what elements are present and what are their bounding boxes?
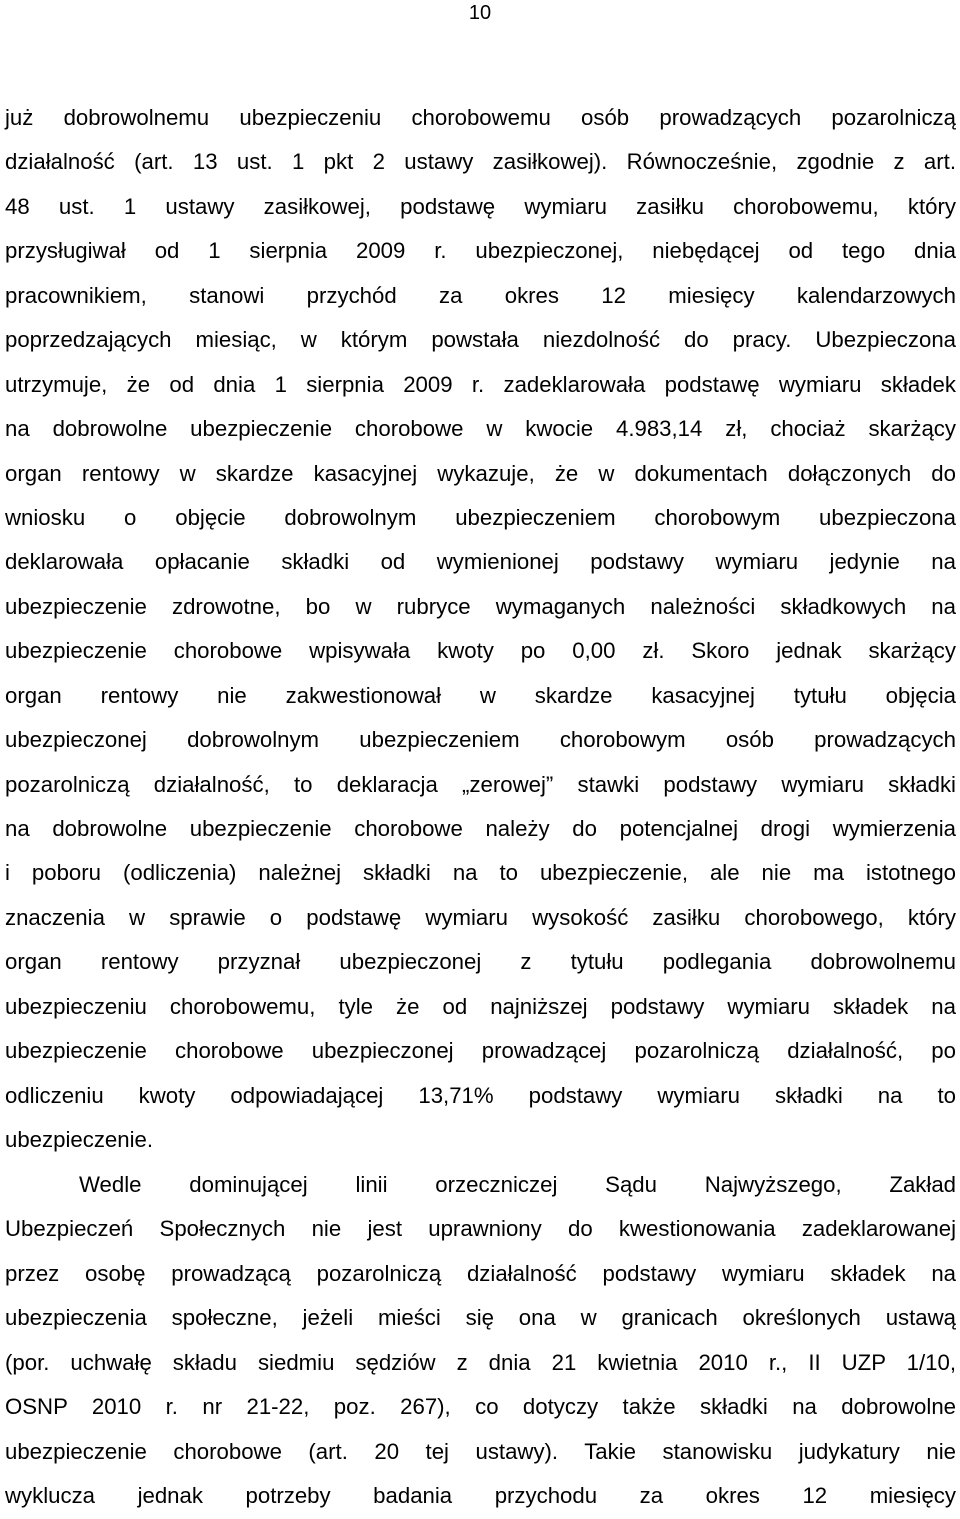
- text-line: deklarowała opłacanie składki od wymienionej podstawy wymiaru jedynie na: [5, 549, 956, 575]
- text-line: na dobrowolne ubezpieczenie chorobowe należy do potencjalnej drogi wymierzenia: [5, 816, 956, 841]
- text-line: przysługiwał od 1 sierpnia 2009 r. ubezpieczonej, niebędącej od tego dnia: [5, 238, 956, 264]
- text-line: ubezpieczenie chorobowe wpisywała kwoty po 0,00 zł. Skoro jednak skarżący: [5, 638, 956, 664]
- text-line: pozarolniczą działalność, to deklaracja „zerowej” stawki podstawy wymiaru składki: [5, 771, 956, 797]
- text-line: organ rentowy przyznał ubezpieczonej z tytułu podlegania dobrowolnemu: [5, 949, 956, 975]
- text-line: 48 ust. 1 ustawy zasiłkowej, podstawę wymiaru zasiłku chorobowemu, który: [5, 193, 956, 219]
- text-line: (por. uchwałę składu siedmiu sędziów z dnia 21 kwietnia 2010 r., II UZP 1/10,: [5, 1349, 956, 1375]
- text-line: ubezpieczenie chorobowe (art. 20 tej ustawy). Takie stanowisku judykatury nie: [5, 1438, 956, 1464]
- text-line: ubezpieczenie zdrowotne, bo w rubryce wymaganych należności składkowych na: [5, 593, 956, 619]
- text-line: ubezpieczeniu chorobowemu, tyle że od najniższej podstawy wymiaru składek na: [5, 993, 956, 1019]
- text-line: ubezpieczenia społeczne, jeżeli mieści się ona w granicach określonych ustawą: [5, 1305, 956, 1331]
- text-line: ubezpieczenie chorobowe ubezpieczonej prowadzącej pozarolniczą działalność, po: [5, 1038, 956, 1064]
- body-paragraph-2: [5, 1163, 956, 1519]
- text-line: wniosku o objęcie dobrowolnym ubezpieczeniem chorobowym ubezpieczona: [5, 504, 956, 530]
- text-line: poprzedzających miesiąc, w którym powstała niezdolność do pracy. Ubezpieczona: [5, 327, 956, 353]
- body-paragraph-1: [5, 96, 956, 1163]
- text-line: przez osobę prowadzącą pozarolniczą działalność podstawy wymiaru składek na: [5, 1260, 956, 1286]
- text-line: Ubezpieczeń Społecznych nie jest uprawniony do kwestionowania zadeklarowanej: [5, 1216, 956, 1242]
- text-line: organ rentowy w skardze kasacyjnej wykazuje, że w dokumentach dołączonych do: [5, 460, 956, 486]
- text-line: znaczenia w sprawie o podstawę wymiaru wysokość zasiłku chorobowego, który: [5, 904, 956, 930]
- text-line: działalność (art. 13 ust. 1 pkt 2 ustawy zasiłkowej). Równocześnie, zgodnie z art.: [5, 149, 956, 175]
- text-line: OSNP 2010 r. nr 21-22, poz. 267), co dotyczy także składki na dobrowolne: [5, 1394, 956, 1420]
- text-line: Wedle dominującej linii orzeczniczej Sądu Najwyższego, Zakład: [79, 1172, 956, 1197]
- text-line: na dobrowolne ubezpieczenie chorobowe w kwocie 4.983,14 zł, chociaż skarżący: [5, 416, 956, 442]
- text-line: i poboru (odliczenia) należnej składki na to ubezpieczenie, ale nie ma istotnego: [5, 860, 956, 886]
- text-line: organ rentowy nie zakwestionował w skardze kasacyjnej tytułu objęcia: [5, 682, 956, 708]
- text-line: już dobrowolnemu ubezpieczeniu chorobowemu osób prowadzących pozarolniczą: [5, 105, 956, 130]
- text-line: ubezpieczenie.: [5, 1127, 154, 1153]
- text-line: wyklucza jednak potrzeby badania przychodu za okres 12 miesięcy: [5, 1483, 956, 1509]
- text-line: odliczeniu kwoty odpowiadającej 13,71% podstawy wymiaru składki na to: [5, 1082, 956, 1108]
- text-line: ubezpieczonej dobrowolnym ubezpieczeniem chorobowym osób prowadzących: [5, 727, 956, 753]
- page-number: 10: [468, 2, 492, 24]
- text-line: pracownikiem, stanowi przychód za okres 12 miesięcy kalendarzowych: [5, 282, 956, 308]
- text-line: utrzymuje, że od dnia 1 sierpnia 2009 r. zadeklarowała podstawę wymiaru składek: [5, 371, 956, 397]
